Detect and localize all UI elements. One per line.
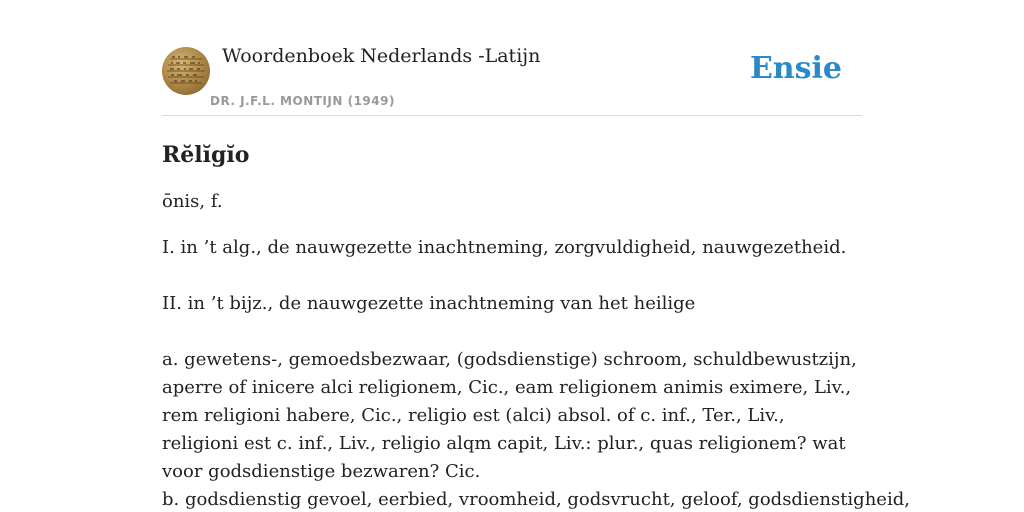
entry-grammar: ōnis, f. [162, 191, 223, 212]
ensie-logo-link[interactable]: Ensie [749, 51, 842, 86]
sense-2b: b. godsdienstig gevoel, eerbied, vroomheid, godsvrucht, geloof, godsdienstigheid, [162, 489, 910, 510]
sense-1: I. in ’t alg., de nauwgezette inachtneming, zorgvuldigheid, nauwgezetheid. [162, 237, 847, 258]
sense-2: II. in ’t bijz., de nauwgezette inachtneming van het heilige [162, 293, 696, 314]
sense-2a: a. gewetens-, gemoedsbezwaar, (godsdienstige) schroom, schuldbewustzijn, aperre of inicere alci religionem, Cic., eam religionem animis eximere, Liv., rem religioni habere, Cic., religio est (alci) absol. of c. inf., Ter., Liv., religioni est c. inf., Liv., religio alqm capit, Liv.: plur., quas religionem? wat voor godsdienstige bezwaren? Cic. [162, 349, 857, 482]
ancient-inscription-coin-icon[interactable] [162, 47, 210, 95]
dictionary-author: DR. J.F.L. MONTIJN (1949) [210, 94, 395, 108]
dictionary-title[interactable]: Woordenboek Nederlands -Latijn [222, 45, 541, 67]
dictionary-header [162, 0, 862, 116]
entry-content [162, 138, 910, 512]
entry-headword: Rĕlĭgĭo [162, 142, 250, 168]
